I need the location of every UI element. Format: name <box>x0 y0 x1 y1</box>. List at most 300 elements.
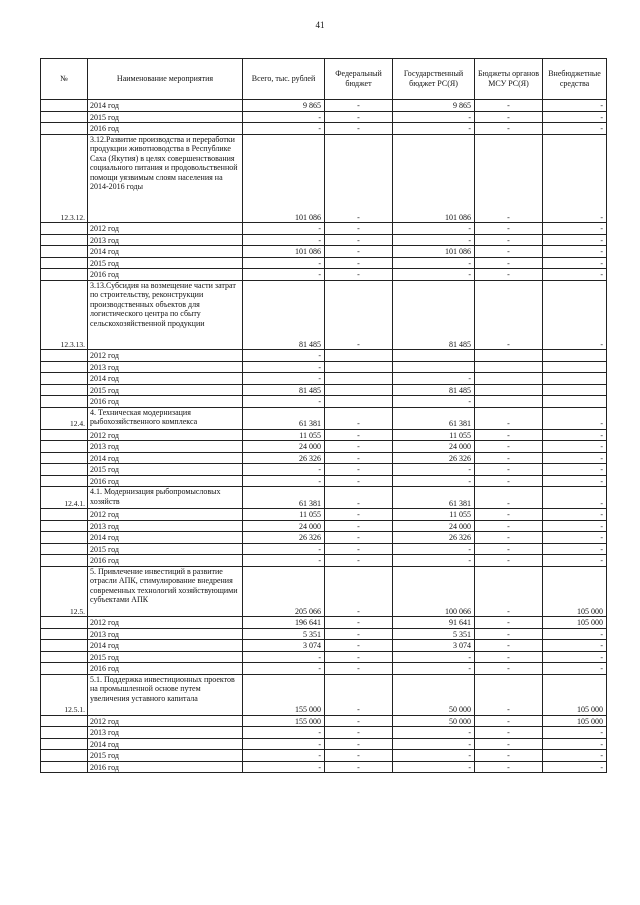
row-total: - <box>243 269 325 281</box>
row-federal: - <box>325 441 393 453</box>
row-name: 2014 год <box>88 640 243 652</box>
row-name: 2013 год <box>88 441 243 453</box>
row-state: - <box>393 651 475 663</box>
row-total: - <box>243 234 325 246</box>
row-state: - <box>393 373 475 385</box>
table-row <box>41 617 607 629</box>
row-number <box>41 269 88 281</box>
row-municipal: - <box>475 640 543 652</box>
row-number <box>41 441 88 453</box>
row-number <box>41 100 88 112</box>
row-number <box>41 663 88 675</box>
row-total: 81 485 <box>243 280 325 350</box>
row-federal: - <box>325 487 393 509</box>
row-municipal <box>475 361 543 373</box>
row-number: 12.3.13. <box>41 280 88 350</box>
row-total: - <box>243 663 325 675</box>
table-row <box>41 761 607 773</box>
page-number: 41 <box>315 20 325 30</box>
row-name: 2014 год <box>88 738 243 750</box>
row-name: 2013 год <box>88 361 243 373</box>
row-total: 101 086 <box>243 246 325 258</box>
row-name: 3.13.Субсидия на возмещение части затрат по строительству, реконструкции производственных объектов для логистического центра по сбыту сельскохозяйственной продукции <box>88 280 243 350</box>
row-federal: - <box>325 566 393 617</box>
row-name: 2016 год <box>88 396 243 408</box>
row-number <box>41 234 88 246</box>
row-municipal: - <box>475 407 543 429</box>
row-state <box>393 361 475 373</box>
row-total: 5 351 <box>243 628 325 640</box>
table-row <box>41 350 607 362</box>
row-municipal: - <box>475 543 543 555</box>
row-total: 11 055 <box>243 429 325 441</box>
row-state: - <box>393 727 475 739</box>
row-name: 2014 год <box>88 100 243 112</box>
row-name: 4. Техническая модернизация рыбохозяйственного комплекса <box>88 407 243 429</box>
row-federal: - <box>325 134 393 223</box>
row-extra: - <box>543 509 607 521</box>
table-row <box>41 269 607 281</box>
row-name: 5.1. Поддержка инвестиционных проектов на промышленной основе путем увеличения уставного капитала <box>88 674 243 715</box>
row-number: 12.5. <box>41 566 88 617</box>
row-number <box>41 617 88 629</box>
row-federal <box>325 373 393 385</box>
row-extra: 105 000 <box>543 715 607 727</box>
row-extra: - <box>543 223 607 235</box>
row-total: 61 381 <box>243 487 325 509</box>
table-row <box>41 280 607 350</box>
row-state: - <box>393 257 475 269</box>
row-name: 2012 год <box>88 509 243 521</box>
row-name: 5. Привлечение инвестиций в развитие отрасли АПК, стимулирование внедрения современных технологий хозяйствующими субъектами АПК <box>88 566 243 617</box>
row-state: - <box>393 663 475 675</box>
row-name: 2012 год <box>88 429 243 441</box>
row-number: 12.4. <box>41 407 88 429</box>
row-total: 3 074 <box>243 640 325 652</box>
row-state: 26 326 <box>393 532 475 544</box>
row-name: 3.12.Развитие производства и переработки продукции животноводства в Республике Саха (Якутия) в целях совершенствования социального питания и продовольственной помощи уязвимым слоям населения на 2014-2016 годы <box>88 134 243 223</box>
row-name: 2016 год <box>88 123 243 135</box>
row-name: 2012 год <box>88 715 243 727</box>
row-state: - <box>393 464 475 476</box>
row-municipal: - <box>475 429 543 441</box>
row-municipal: - <box>475 532 543 544</box>
row-total: 26 326 <box>243 452 325 464</box>
row-number <box>41 520 88 532</box>
row-federal <box>325 350 393 362</box>
row-name: 2016 год <box>88 761 243 773</box>
row-name: 2014 год <box>88 532 243 544</box>
table-row <box>41 134 607 223</box>
row-state: 91 641 <box>393 617 475 629</box>
table-row <box>41 464 607 476</box>
col-state-header: Государственный бюджет РС(Я) <box>393 59 475 100</box>
row-extra: - <box>543 269 607 281</box>
row-state: 50 000 <box>393 674 475 715</box>
row-total: 24 000 <box>243 441 325 453</box>
table-row <box>41 475 607 487</box>
row-federal: - <box>325 223 393 235</box>
row-federal: - <box>325 750 393 762</box>
row-municipal: - <box>475 487 543 509</box>
row-extra: - <box>543 738 607 750</box>
row-municipal: - <box>475 234 543 246</box>
row-total: - <box>243 257 325 269</box>
row-number <box>41 555 88 567</box>
row-state: - <box>393 223 475 235</box>
row-federal: - <box>325 246 393 258</box>
row-federal: - <box>325 509 393 521</box>
row-total: - <box>243 555 325 567</box>
row-federal <box>325 384 393 396</box>
row-number <box>41 509 88 521</box>
row-name: 2012 год <box>88 617 243 629</box>
row-state: - <box>393 543 475 555</box>
row-state: 24 000 <box>393 441 475 453</box>
row-total: - <box>243 543 325 555</box>
budget-table <box>40 58 607 773</box>
table-row <box>41 509 607 521</box>
row-federal: - <box>325 617 393 629</box>
row-number <box>41 727 88 739</box>
row-total: 155 000 <box>243 674 325 715</box>
row-extra <box>543 361 607 373</box>
col-total-header: Всего, тыс. рублей <box>243 59 325 100</box>
row-name: 2013 год <box>88 234 243 246</box>
row-total: 26 326 <box>243 532 325 544</box>
row-municipal: - <box>475 280 543 350</box>
row-municipal: - <box>475 520 543 532</box>
row-total: 24 000 <box>243 520 325 532</box>
row-extra: - <box>543 651 607 663</box>
row-total: - <box>243 738 325 750</box>
row-name: 2015 год <box>88 543 243 555</box>
row-state: - <box>393 269 475 281</box>
row-municipal: - <box>475 475 543 487</box>
table-row <box>41 674 607 715</box>
row-name: 2016 год <box>88 269 243 281</box>
row-federal: - <box>325 111 393 123</box>
row-state: 26 326 <box>393 452 475 464</box>
row-total: 196 641 <box>243 617 325 629</box>
row-number <box>41 350 88 362</box>
row-municipal <box>475 396 543 408</box>
row-state: 11 055 <box>393 509 475 521</box>
table-row <box>41 651 607 663</box>
row-federal: - <box>325 738 393 750</box>
row-name: 2012 год <box>88 223 243 235</box>
table-row <box>41 223 607 235</box>
table-row <box>41 234 607 246</box>
row-state: 11 055 <box>393 429 475 441</box>
row-federal: - <box>325 532 393 544</box>
row-name: 2015 год <box>88 257 243 269</box>
row-federal: - <box>325 464 393 476</box>
table-row <box>41 384 607 396</box>
row-state: 100 066 <box>393 566 475 617</box>
row-municipal <box>475 350 543 362</box>
row-federal: - <box>325 407 393 429</box>
row-extra: - <box>543 628 607 640</box>
row-extra: - <box>543 111 607 123</box>
row-municipal: - <box>475 566 543 617</box>
row-municipal: - <box>475 750 543 762</box>
table-row <box>41 111 607 123</box>
row-name: 4.1. Модернизация рыбопромысловых хозяйств <box>88 487 243 509</box>
row-name: 2013 год <box>88 520 243 532</box>
row-municipal: - <box>475 452 543 464</box>
row-total: 101 086 <box>243 134 325 223</box>
row-name: 2014 год <box>88 246 243 258</box>
table-row <box>41 628 607 640</box>
row-total: 205 066 <box>243 566 325 617</box>
row-total: - <box>243 396 325 408</box>
row-total: - <box>243 750 325 762</box>
row-total: - <box>243 651 325 663</box>
row-state: 101 086 <box>393 134 475 223</box>
row-state: 81 485 <box>393 280 475 350</box>
row-federal: - <box>325 663 393 675</box>
row-state <box>393 350 475 362</box>
row-state: - <box>393 123 475 135</box>
row-total: - <box>243 464 325 476</box>
table-row <box>41 123 607 135</box>
table-row <box>41 100 607 112</box>
row-federal: - <box>325 674 393 715</box>
row-extra: - <box>543 543 607 555</box>
row-municipal: - <box>475 555 543 567</box>
row-federal: - <box>325 555 393 567</box>
row-name: 2014 год <box>88 373 243 385</box>
row-federal: - <box>325 475 393 487</box>
row-municipal: - <box>475 134 543 223</box>
row-state: 101 086 <box>393 246 475 258</box>
row-state: 9 865 <box>393 100 475 112</box>
row-federal: - <box>325 640 393 652</box>
row-number <box>41 715 88 727</box>
row-name: 2015 год <box>88 651 243 663</box>
row-extra: - <box>543 234 607 246</box>
row-total: 81 485 <box>243 384 325 396</box>
table-row <box>41 452 607 464</box>
row-municipal: - <box>475 269 543 281</box>
row-extra: - <box>543 487 607 509</box>
row-extra: - <box>543 727 607 739</box>
table-row <box>41 640 607 652</box>
table-row <box>41 396 607 408</box>
table-row <box>41 257 607 269</box>
table-row <box>41 715 607 727</box>
row-federal: - <box>325 452 393 464</box>
row-extra: 105 000 <box>543 674 607 715</box>
row-federal: - <box>325 234 393 246</box>
row-extra: - <box>543 761 607 773</box>
row-number <box>41 361 88 373</box>
row-municipal: - <box>475 441 543 453</box>
row-federal: - <box>325 543 393 555</box>
row-municipal <box>475 384 543 396</box>
row-state: 61 381 <box>393 487 475 509</box>
row-number <box>41 475 88 487</box>
row-number: 12.4.1. <box>41 487 88 509</box>
table-row <box>41 566 607 617</box>
table-row <box>41 441 607 453</box>
row-extra: - <box>543 532 607 544</box>
table-body <box>41 100 607 773</box>
col-num-header: № <box>41 59 88 100</box>
row-total: - <box>243 373 325 385</box>
row-number <box>41 246 88 258</box>
row-municipal: - <box>475 246 543 258</box>
row-municipal: - <box>475 123 543 135</box>
row-name: 2013 год <box>88 727 243 739</box>
table-row <box>41 543 607 555</box>
row-municipal: - <box>475 651 543 663</box>
row-extra: - <box>543 280 607 350</box>
col-extra-header: Внебюджетные средства <box>543 59 607 100</box>
row-name: 2012 год <box>88 350 243 362</box>
row-extra: - <box>543 464 607 476</box>
row-name: 2016 год <box>88 555 243 567</box>
row-federal: - <box>325 100 393 112</box>
table-row <box>41 727 607 739</box>
row-total: - <box>243 111 325 123</box>
row-federal: - <box>325 727 393 739</box>
row-municipal: - <box>475 223 543 235</box>
row-extra: - <box>543 257 607 269</box>
row-federal: - <box>325 280 393 350</box>
row-number <box>41 384 88 396</box>
row-state: - <box>393 750 475 762</box>
row-municipal: - <box>475 628 543 640</box>
table-row <box>41 487 607 509</box>
row-number <box>41 429 88 441</box>
row-number <box>41 223 88 235</box>
table-row <box>41 361 607 373</box>
row-federal: - <box>325 715 393 727</box>
row-number <box>41 628 88 640</box>
row-total: 155 000 <box>243 715 325 727</box>
row-municipal: - <box>475 509 543 521</box>
row-extra: - <box>543 407 607 429</box>
row-number: 12.5.1. <box>41 674 88 715</box>
row-federal <box>325 361 393 373</box>
row-federal: - <box>325 429 393 441</box>
row-municipal <box>475 373 543 385</box>
row-state: - <box>393 111 475 123</box>
row-number <box>41 464 88 476</box>
row-number <box>41 452 88 464</box>
row-municipal: - <box>475 674 543 715</box>
table-row <box>41 663 607 675</box>
row-name: 2013 год <box>88 628 243 640</box>
row-number <box>41 543 88 555</box>
row-total: - <box>243 475 325 487</box>
row-number <box>41 257 88 269</box>
row-municipal: - <box>475 617 543 629</box>
row-municipal: - <box>475 761 543 773</box>
row-number <box>41 738 88 750</box>
row-state: - <box>393 555 475 567</box>
row-state: 81 485 <box>393 384 475 396</box>
row-extra: - <box>543 663 607 675</box>
row-municipal: - <box>475 715 543 727</box>
table-row <box>41 750 607 762</box>
row-number <box>41 761 88 773</box>
row-federal: - <box>325 257 393 269</box>
row-federal <box>325 396 393 408</box>
table-row <box>41 429 607 441</box>
row-municipal: - <box>475 738 543 750</box>
row-state: 5 351 <box>393 628 475 640</box>
row-extra: 105 000 <box>543 566 607 617</box>
table-row <box>41 373 607 385</box>
row-number <box>41 532 88 544</box>
row-number <box>41 111 88 123</box>
col-municipal-header: Бюджеты органов МСУ РС(Я) <box>475 59 543 100</box>
row-name: 2015 год <box>88 750 243 762</box>
row-state: - <box>393 396 475 408</box>
row-extra <box>543 384 607 396</box>
row-municipal: - <box>475 663 543 675</box>
row-extra: - <box>543 520 607 532</box>
row-total: - <box>243 123 325 135</box>
row-federal: - <box>325 628 393 640</box>
row-number <box>41 640 88 652</box>
row-extra: - <box>543 100 607 112</box>
row-number: 12.3.12. <box>41 134 88 223</box>
row-federal: - <box>325 651 393 663</box>
row-name: 2016 год <box>88 663 243 675</box>
row-extra: 105 000 <box>543 617 607 629</box>
row-name: 2015 год <box>88 384 243 396</box>
table-row <box>41 532 607 544</box>
row-municipal: - <box>475 100 543 112</box>
row-number <box>41 373 88 385</box>
table-row <box>41 520 607 532</box>
row-extra: - <box>543 475 607 487</box>
row-state: - <box>393 475 475 487</box>
row-extra: - <box>543 750 607 762</box>
row-municipal: - <box>475 257 543 269</box>
col-federal-header: Федеральный бюджет <box>325 59 393 100</box>
row-extra <box>543 350 607 362</box>
row-total: 9 865 <box>243 100 325 112</box>
row-extra: - <box>543 429 607 441</box>
col-name-header: Наименование мероприятия <box>88 59 243 100</box>
row-state: 24 000 <box>393 520 475 532</box>
row-number <box>41 750 88 762</box>
row-total: - <box>243 761 325 773</box>
row-name: 2016 год <box>88 475 243 487</box>
row-extra: - <box>543 134 607 223</box>
row-number <box>41 123 88 135</box>
row-extra: - <box>543 246 607 258</box>
row-extra <box>543 396 607 408</box>
row-municipal: - <box>475 727 543 739</box>
row-total: 61 381 <box>243 407 325 429</box>
row-extra: - <box>543 452 607 464</box>
table-row <box>41 407 607 429</box>
table-row <box>41 555 607 567</box>
row-total: - <box>243 727 325 739</box>
row-name: 2015 год <box>88 464 243 476</box>
row-extra: - <box>543 123 607 135</box>
row-federal: - <box>325 269 393 281</box>
row-federal: - <box>325 123 393 135</box>
row-state: 50 000 <box>393 715 475 727</box>
row-number <box>41 651 88 663</box>
